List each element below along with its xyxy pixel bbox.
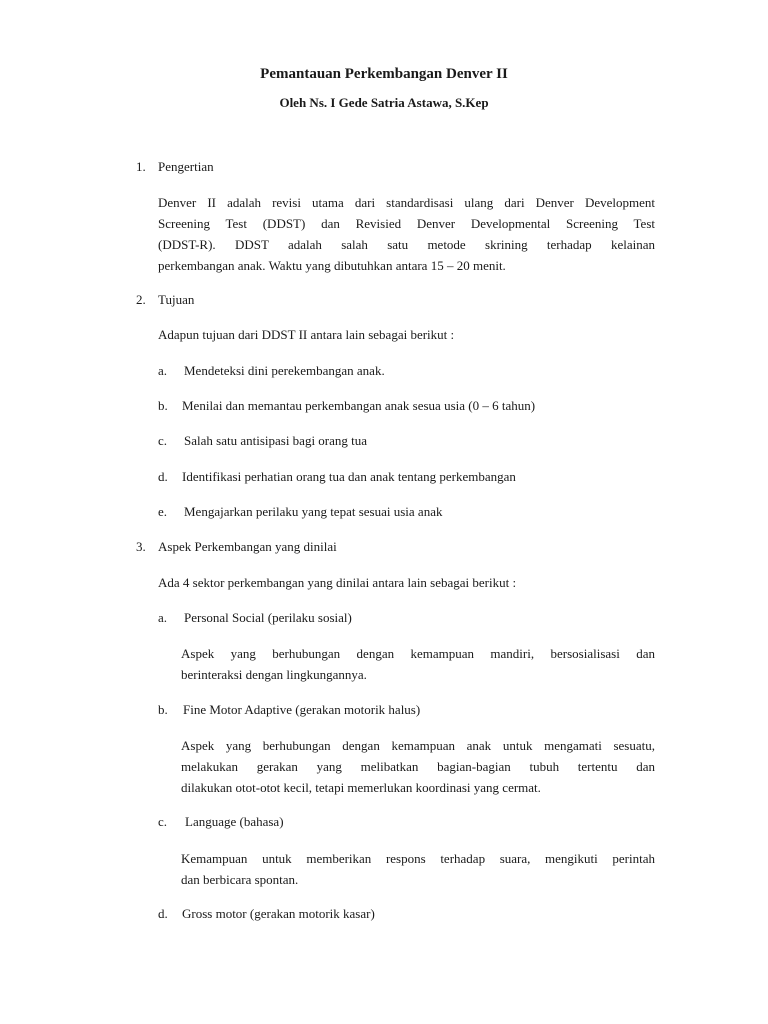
paragraph-line: Aspek yang berhubungan dengan kemampuan anak untuk mengamati sesuatu, <box>181 738 655 753</box>
section-number: 1. <box>136 159 146 174</box>
section-2-intro: Adapun tujuan dari DDST II antara lain sebagai berikut : <box>158 327 455 342</box>
section-number: 3. <box>136 539 146 554</box>
paragraph-line: melakukan gerakan yang melibatkan bagian-bagian tubuh tertentu dan <box>181 759 655 774</box>
section-title: Tujuan <box>158 292 195 307</box>
list-letter: b. <box>158 398 168 413</box>
document-title: Pemantauan Perkembangan Denver II <box>260 66 508 82</box>
paragraph-line: dilakukan otot-otot kecil, tetapi memerlukan koordinasi yang cermat. <box>181 780 541 795</box>
item-description <box>181 735 655 798</box>
item-description <box>181 643 655 685</box>
paragraph-line: Kemampuan untuk memberikan respons terhadap suara, mengikuti perintah <box>181 851 655 866</box>
list-letter: c. <box>158 814 168 829</box>
list-letter: e. <box>158 504 168 519</box>
paragraph-line: perkembangan anak. Waktu yang dibutuhkan antara 15 – 20 menit. <box>158 258 506 273</box>
list-letter: c. <box>158 433 168 448</box>
document-author: Oleh Ns. I Gede Satria Astawa, S.Kep <box>279 95 489 110</box>
list-text: Fine Motor Adaptive (gerakan motorik halus) <box>183 702 421 717</box>
list-text: Gross motor (gerakan motorik kasar) <box>182 906 375 921</box>
list-letter: a. <box>158 610 168 625</box>
list-text: Menilai dan memantau perkembangan anak sesua usia (0 – 6 tahun) <box>182 398 536 413</box>
section-3-intro: Ada 4 sektor perkembangan yang dinilai antara lain sebagai berikut : <box>158 575 517 590</box>
list-text: Language (bahasa) <box>185 814 284 829</box>
section-title: Pengertian <box>158 159 214 174</box>
paragraph-line: Aspek yang berhubungan dengan kemampuan mandiri, bersosialisasi dan <box>181 646 655 661</box>
paragraph-line: dan berbicara spontan. <box>181 872 299 887</box>
item-description <box>181 848 655 890</box>
list-text: Mengajarkan perilaku yang tepat sesuai usia anak <box>184 504 443 519</box>
paragraph-line: berinteraksi dengan lingkungannya. <box>181 667 367 682</box>
paragraph-line: Denver II adalah revisi utama dari standardisasi ulang dari Denver Development <box>158 195 655 210</box>
list-letter: d. <box>158 906 168 921</box>
list-text: Salah satu antisipasi bagi orang tua <box>184 433 368 448</box>
list-text: Mendeteksi dini perekembangan anak. <box>184 363 385 378</box>
section-title: Aspek Perkembangan yang dinilai <box>158 539 337 554</box>
list-text: Personal Social (perilaku sosial) <box>184 610 352 625</box>
list-text: Identifikasi perhatian orang tua dan anak tentang perkembangan <box>182 469 516 484</box>
list-letter: d. <box>158 469 168 484</box>
paragraph-line: (DDST-R). DDST adalah salah satu metode skrining terhadap kelainan <box>158 237 655 252</box>
section-1-paragraph <box>158 192 655 276</box>
list-letter: b. <box>158 702 168 717</box>
list-letter: a. <box>158 363 168 378</box>
paragraph-line: Screening Test (DDST) dan Revisied Denver Developmental Screening Test <box>158 216 655 231</box>
section-number: 2. <box>136 292 146 307</box>
